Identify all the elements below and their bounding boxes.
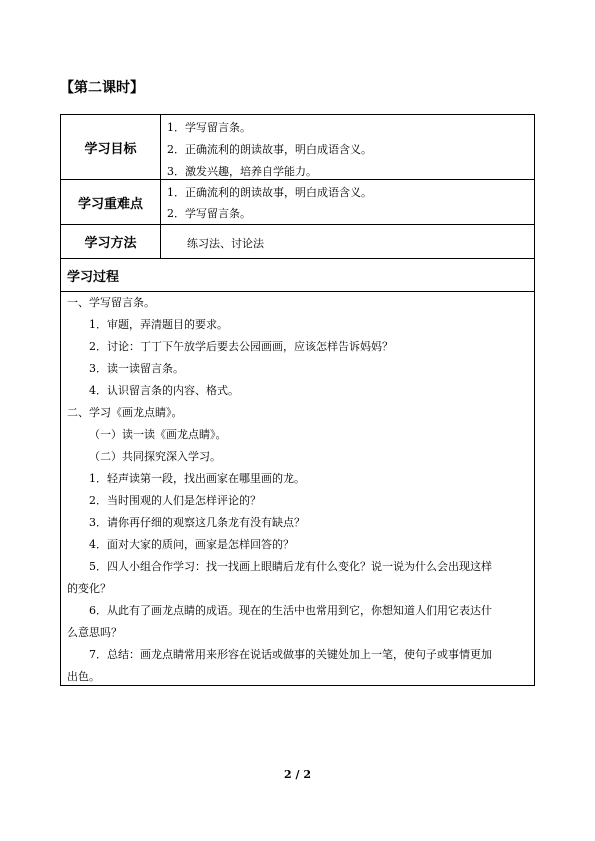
row-process-title <box>61 259 534 292</box>
process-line: 6．从此有了画龙点睛的成语。现在的生活中也常用到它，你想知道人们用它表达什 <box>89 604 492 617</box>
goals-content <box>161 115 534 179</box>
process-line: 出色。 <box>67 670 100 683</box>
process-line: 2．讨论：丁丁下午放学后要去公园画画，应该怎样告诉妈妈？ <box>89 340 393 353</box>
goals-label: 学习目标 <box>61 115 161 179</box>
row-goals <box>61 115 534 180</box>
page-number: 2 / 2 <box>284 768 311 781</box>
method-label: 学习方法 <box>61 225 161 258</box>
process-line: 的变化？ <box>67 582 111 595</box>
process-line: 1．审题，弄清题目的要求。 <box>89 318 228 331</box>
goal-item: 2．正确流利的朗读故事，明白成语含义。 <box>167 143 372 156</box>
goal-item: 3．激发兴趣，培养自学能力。 <box>167 165 317 178</box>
process-line: 5．四人小组合作学习：找一找画上眼睛后龙有什么变化？说一说为什么会出现这样 <box>89 560 492 573</box>
process-line: 3．读一读留言条。 <box>89 362 184 375</box>
method-content <box>161 225 534 258</box>
row-method <box>61 225 534 259</box>
process-line: 1．轻声读第一段，找出画家在哪里画的龙。 <box>89 472 305 485</box>
process-body <box>61 292 534 685</box>
process-line: （一）读一读《画龙点睛》。 <box>89 428 227 441</box>
key-point-item: 1．正确流利的朗读故事，明白成语含义。 <box>167 186 372 199</box>
process-line: 二、学习《画龙点睛》。 <box>67 406 183 419</box>
process-line: 4．面对大家的质问，画家是怎样回答的？ <box>89 538 294 551</box>
process-line: （二）共同探究深入学习。 <box>89 450 221 463</box>
process-line: 7．总结：画龙点睛常用来形容在说话或做事的关键处加上一笔，使句子或事情更加 <box>89 648 492 661</box>
process-line: 么意思吗？ <box>67 626 122 639</box>
process-line: 2．当时围观的人们是怎样评论的？ <box>89 494 261 507</box>
lesson-table <box>60 114 535 686</box>
process-line: 3．请你再仔细的观察这几条龙有没有缺点？ <box>89 516 305 529</box>
method-value: 练习法、讨论法 <box>187 237 264 250</box>
row-key-points <box>61 180 534 225</box>
goal-item: 1．学写留言条。 <box>167 121 251 134</box>
key-point-item: 2．学写留言条。 <box>167 207 251 220</box>
key-points-content <box>161 180 534 224</box>
key-points-label: 学习重难点 <box>61 180 161 224</box>
process-line: 4．认识留言条的内容、格式。 <box>89 384 239 397</box>
lesson-heading: 【第二课时】 <box>60 80 144 96</box>
process-title: 学习过程 <box>67 270 120 285</box>
process-line: 一、学写留言条。 <box>67 296 155 309</box>
